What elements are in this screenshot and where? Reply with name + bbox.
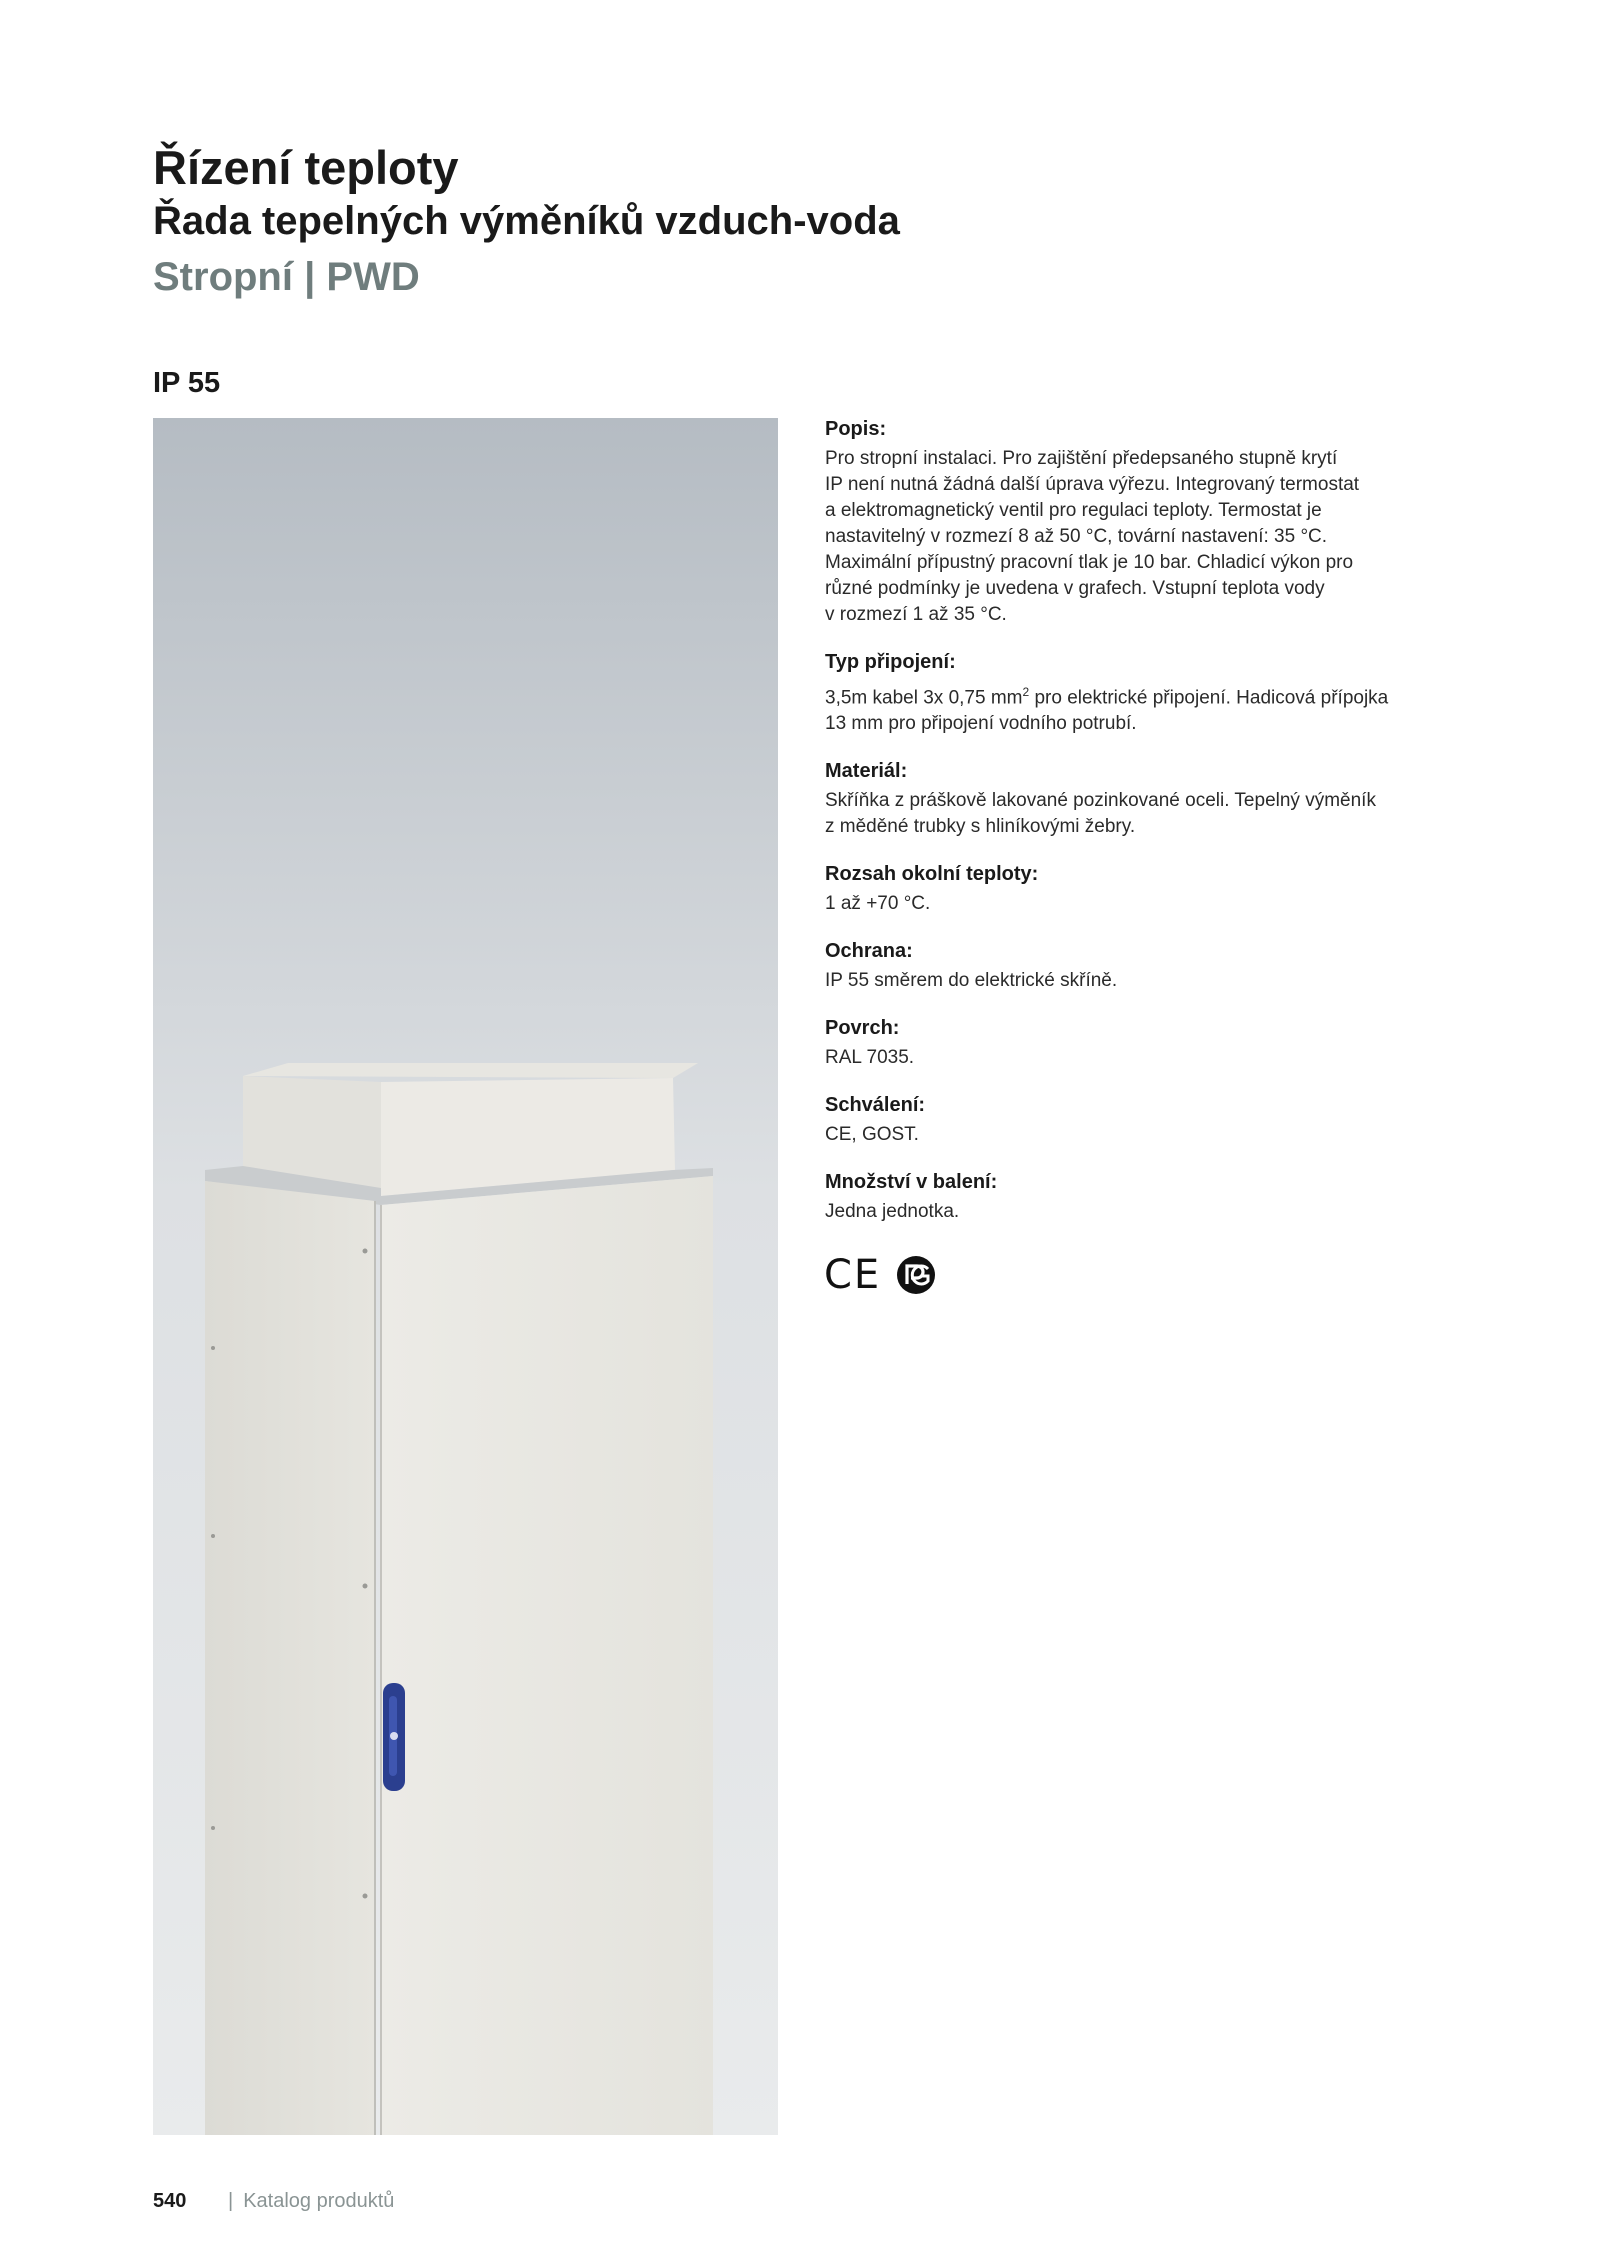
- spec-text: [825, 679, 1465, 737]
- specification-list: [825, 414, 1465, 1244]
- spec-title: Schválení:: [825, 1094, 926, 1117]
- page-number: 540: [153, 2190, 187, 2212]
- enclosure-photo-icon: [153, 418, 778, 2135]
- certification-marks: [824, 1254, 937, 1296]
- spec-popis: [825, 414, 1465, 628]
- spec-text-part: 3,5m kabel 3x 0,75 mm: [825, 687, 1023, 709]
- spec-title: Povrch:: [825, 1017, 900, 1040]
- product-variant: Stropní | PWD: [153, 255, 420, 299]
- spec-schvaleni: [825, 1090, 1465, 1148]
- spec-text: RAL 7035.: [825, 1047, 915, 1069]
- spec-title: Typ připojení:: [825, 651, 956, 673]
- spec-text: Pro stropní instalaci. Pro zajištění předepsaného stupně krytí IP není nutná žádná další úprava výřezu. Integrovaný termostat a elektromagnetický ventil pro regulaci teploty. Termostat je nastavitelný v rozmezí 8 až 50 °C, tovární nastavení: 35 °C. Maximální přípustný pracovní tlak je 10 bar. Chladicí výkon pro různé podmínky je uvedena v grafech. Vstupní teplota vody v rozmezí 1 až 35 °C.: [825, 448, 1360, 625]
- spec-text: CE, GOST.: [825, 1124, 919, 1146]
- ce-mark-icon: CE: [824, 1252, 882, 1298]
- spec-rozsah-teploty: [825, 859, 1465, 917]
- spec-mnozstvi: [825, 1167, 1465, 1225]
- spec-typ-pripojeni: [825, 647, 1465, 737]
- gost-pct-mark-icon: [895, 1254, 937, 1296]
- spec-title: Materiál:: [825, 760, 908, 783]
- superscript: 2: [1022, 685, 1030, 699]
- spec-title: Popis:: [825, 418, 887, 440]
- footer-label: Katalog produktů: [243, 2190, 395, 2212]
- spec-title: Množství v balení:: [825, 1171, 998, 1194]
- page-title: Řízení teploty: [153, 141, 459, 194]
- protection-class-heading: IP 55: [153, 367, 221, 399]
- spec-material: [825, 756, 1465, 840]
- spec-ochrana: [825, 936, 1465, 994]
- product-photo: [153, 418, 778, 2135]
- footer-separator: |: [228, 2190, 234, 2212]
- page-subtitle: Řada tepelných výměníků vzduch-voda: [153, 199, 900, 243]
- spec-text: 1 až +70 °C.: [825, 893, 931, 915]
- page-footer: [153, 2190, 394, 2213]
- spec-text: Jedna jednotka.: [825, 1201, 960, 1223]
- spec-text: IP 55 směrem do elektrické skříně.: [825, 970, 1118, 992]
- spec-text-part: pro elektrické připojení. Hadicová přípojka 13 mm pro připojení vodního potrubí.: [825, 687, 1389, 735]
- spec-text: Skříňka z práškově lakované pozinkované oceli. Tepelný výměník z měděné trubky s hliníkovými žebry.: [825, 790, 1376, 838]
- spec-title: Rozsah okolní teploty:: [825, 863, 1039, 886]
- spec-title: Ochrana:: [825, 940, 913, 963]
- spec-povrch: [825, 1013, 1465, 1071]
